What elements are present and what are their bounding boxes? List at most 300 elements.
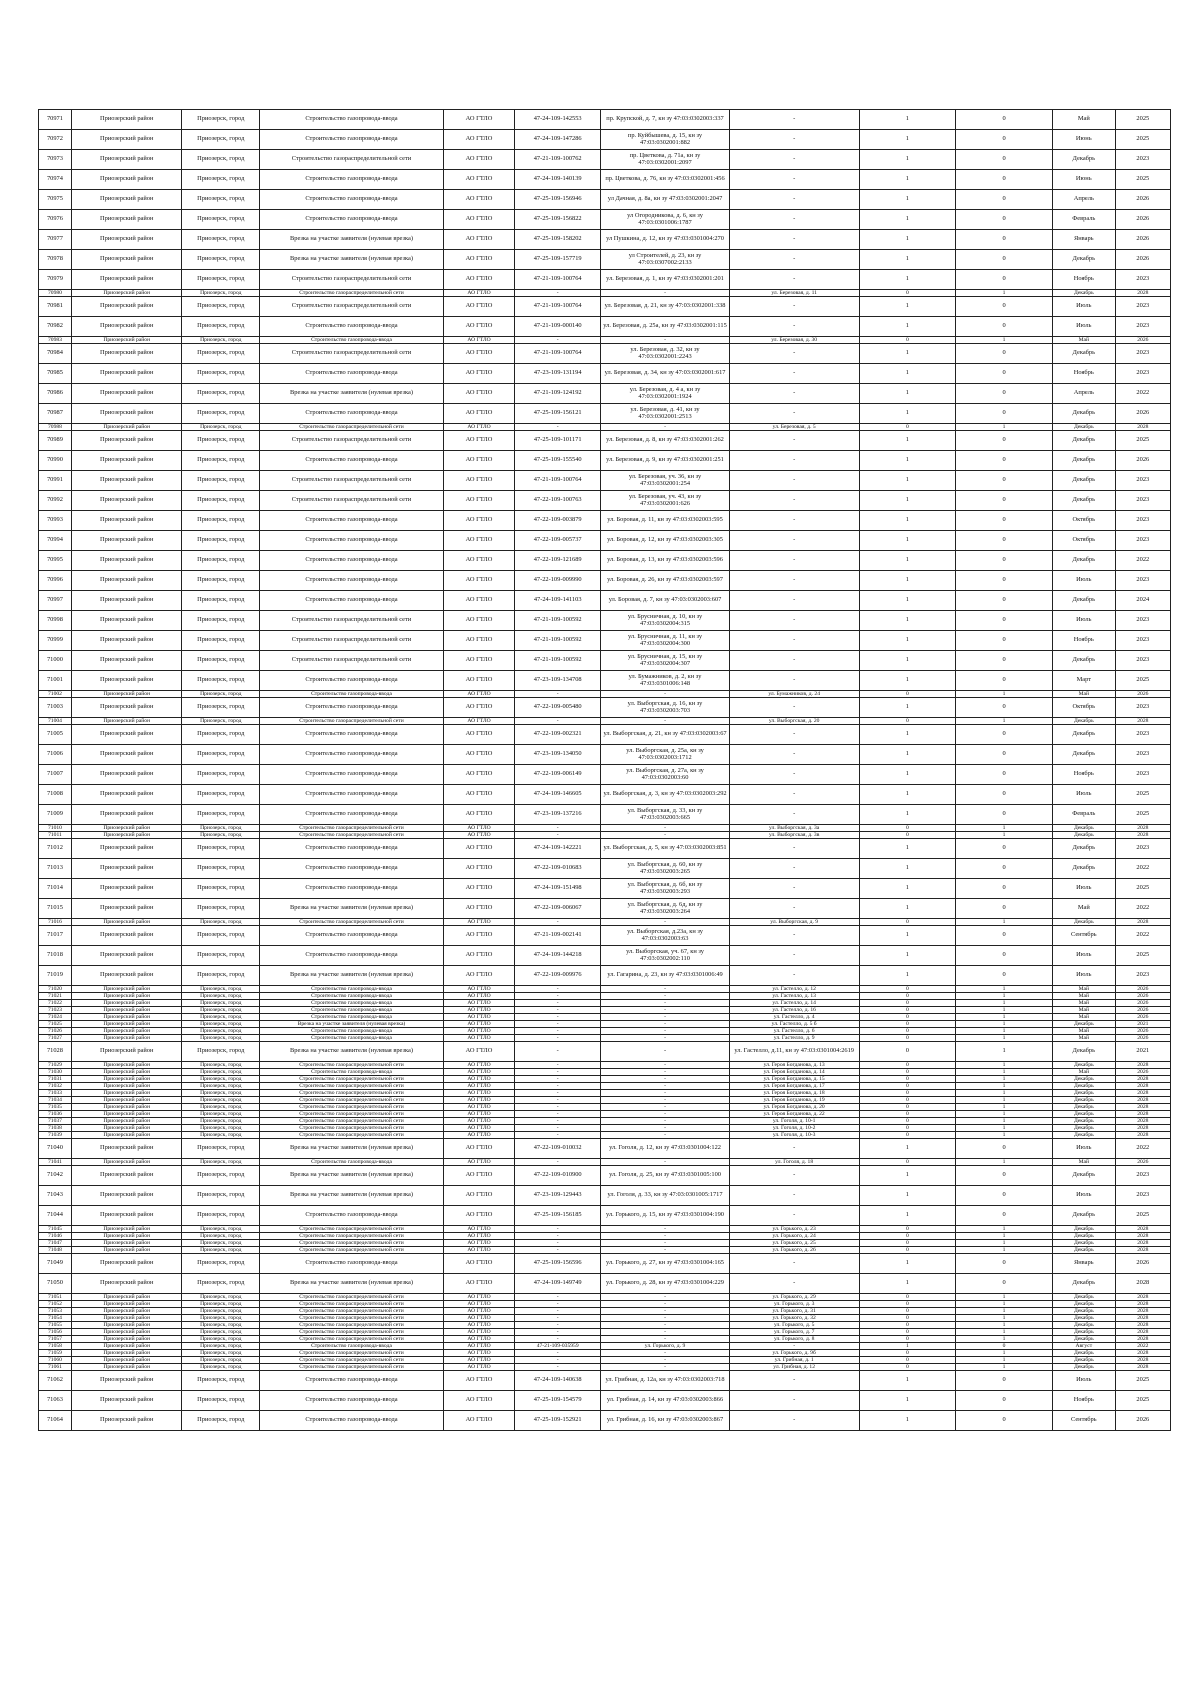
table-row [39,725,1171,745]
work-type-cell: Строительство газораспределительной сети [260,1076,444,1083]
district-cell: Приозерский район [71,1111,182,1118]
row-number: 70987 [39,404,72,424]
year-cell: 2028 [1115,1240,1170,1247]
flag-a-cell: 1 [859,531,956,551]
cadastral-address-cell: - [601,691,730,698]
row-number: 70975 [39,190,72,210]
cadastral-address-cell: - [601,1132,730,1139]
cadastral-address-cell: ул. Березовая, д. 8, кн зу 47:03:0302001:262 [601,431,730,451]
work-type-cell: Строительство газораспределительной сети [260,1083,444,1090]
year-cell: 2023 [1115,364,1170,384]
flag-b-cell: 0 [956,451,1053,471]
district-cell: Приозерский район [71,210,182,230]
flag-b-cell: 1 [956,424,1053,431]
settlement-cell: Приозерск, город [182,839,260,859]
year-cell: 2023 [1115,297,1170,317]
cadastral-address-cell: ул. Выборгская, д. 6д, кн зу 47:03:0302003:264 [601,899,730,919]
cadastral-address-cell: ул Пушкина, д. 12, кн зу 47:03:0301004:270 [601,230,730,250]
year-cell: 2028 [1115,1357,1170,1364]
application-number-cell: 47-22-109-010683 [515,859,601,879]
year-cell: 2026 [1115,1007,1170,1014]
cadastral-address-cell: - [601,1315,730,1322]
work-type-cell: Строительство газопровода-ввода [260,511,444,531]
year-cell: 2028 [1115,1322,1170,1329]
table-row [39,364,1171,384]
table-row [39,698,1171,718]
application-number-cell: - [515,1118,601,1125]
flag-b-cell: 0 [956,611,1053,631]
district-cell: Приозерский район [71,337,182,344]
row-number: 71007 [39,765,72,785]
table-row [39,1042,1171,1062]
cadastral-address-cell: пр. Куйбышева, д. 15, кн зу 47:03:0302001:882 [601,130,730,150]
organization-cell: АО ГТЛО [443,1021,514,1028]
district-cell: Приозерский район [71,1062,182,1069]
year-cell: 2023 [1115,725,1170,745]
address-cell: ул. Героя Богданова, д. 13 [729,1062,859,1069]
cadastral-address-cell: ул. Боровая, д. 7, кн зу 47:03:0302003:607 [601,591,730,611]
application-number-cell: 47-25-109-156822 [515,210,601,230]
organization-cell: АО ГТЛО [443,1322,514,1329]
address-cell: ул. Гоголя, д. 10-1 [729,1118,859,1125]
address-cell: - [729,491,859,511]
address-cell: - [729,297,859,317]
flag-a-cell: 1 [859,805,956,825]
month-cell: Декабрь [1052,919,1115,926]
application-number-cell: 47-24-109-147286 [515,130,601,150]
flag-b-cell: 1 [956,986,1053,993]
work-type-cell: Строительство газораспределительной сети [260,1233,444,1240]
application-number-cell: - [515,337,601,344]
table-row [39,745,1171,765]
flag-b-cell: 0 [956,591,1053,611]
row-number: 71009 [39,805,72,825]
work-type-cell: Строительство газопровода-ввода [260,671,444,691]
settlement-cell: Приозерск, город [182,718,260,725]
row-number: 71031 [39,1076,72,1083]
district-cell: Приозерский район [71,946,182,966]
organization-cell: АО ГТЛО [443,1104,514,1111]
application-number-cell: 47-22-109-009976 [515,966,601,986]
flag-b-cell: 0 [956,551,1053,571]
year-cell: 2026 [1115,451,1170,471]
district-cell: Приозерский район [71,1028,182,1035]
work-type-cell: Строительство газораспределительной сети [260,1322,444,1329]
flag-a-cell: 0 [859,1350,956,1357]
district-cell: Приозерский район [71,1301,182,1308]
district-cell: Приозерский район [71,671,182,691]
application-number-cell: 47-23-109-134050 [515,745,601,765]
row-number: 71005 [39,725,72,745]
address-cell: ул. Горького, д. 29 [729,1294,859,1301]
table-row [39,250,1171,270]
address-cell: ул. Горького, д. 8 [729,1336,859,1343]
address-cell: - [729,230,859,250]
address-cell: - [729,839,859,859]
organization-cell: АО ГТЛО [443,471,514,491]
table-row [39,337,1171,344]
work-type-cell: Строительство газораспределительной сети [260,1294,444,1301]
cadastral-address-cell: - [601,290,730,297]
flag-a-cell: 1 [859,551,956,571]
organization-cell: АО ГТЛО [443,491,514,511]
month-cell: Январь [1052,230,1115,250]
district-cell: Приозерский район [71,1042,182,1062]
month-cell: Июль [1052,785,1115,805]
table-row [39,919,1171,926]
table-row [39,471,1171,491]
organization-cell: АО ГТЛО [443,1254,514,1274]
application-number-cell: 47-24-109-146605 [515,785,601,805]
month-cell: Май [1052,337,1115,344]
application-number-cell: - [515,1364,601,1371]
row-number: 71057 [39,1336,72,1343]
district-cell: Приозерский район [71,297,182,317]
year-cell: 2025 [1115,1371,1170,1391]
application-number-cell: 47-24-109-140638 [515,1371,601,1391]
table-row [39,1132,1171,1139]
row-number: 71059 [39,1350,72,1357]
organization-cell: АО ГТЛО [443,1069,514,1076]
settlement-cell: Приозерск, город [182,1343,260,1350]
cadastral-address-cell: - [601,1308,730,1315]
flag-a-cell: 0 [859,1132,956,1139]
flag-a-cell: 0 [859,832,956,839]
year-cell: 2028 [1115,832,1170,839]
organization-cell: АО ГТЛО [443,1007,514,1014]
flag-a-cell: 0 [859,1028,956,1035]
flag-a-cell: 1 [859,190,956,210]
table-row [39,1104,1171,1111]
row-number: 71045 [39,1226,72,1233]
settlement-cell: Приозерск, город [182,1062,260,1069]
district-cell: Приозерский район [71,993,182,1000]
flag-b-cell: 1 [956,993,1053,1000]
flag-a-cell: 1 [859,745,956,765]
flag-b-cell: 1 [956,1118,1053,1125]
district-cell: Приозерский район [71,631,182,651]
flag-b-cell: 1 [956,290,1053,297]
flag-a-cell: 0 [859,993,956,1000]
year-cell: 2025 [1115,130,1170,150]
row-number: 71018 [39,946,72,966]
settlement-cell: Приозерск, город [182,1014,260,1021]
month-cell: Декабрь [1052,1021,1115,1028]
flag-b-cell: 1 [956,1007,1053,1014]
cadastral-address-cell: ул. Гоголя, д. 25, кн зу 47:03:0301005:100 [601,1166,730,1186]
row-number: 70971 [39,110,72,130]
application-number-cell: 47-21-109-100764 [515,344,601,364]
cadastral-address-cell: - [601,1104,730,1111]
month-cell: Июль [1052,297,1115,317]
flag-b-cell: 0 [956,1343,1053,1350]
flag-a-cell: 1 [859,725,956,745]
work-type-cell: Врезка на участке заявителя (нулевая врезка) [260,384,444,404]
settlement-cell: Приозерск, город [182,966,260,986]
flag-a-cell: 0 [859,1104,956,1111]
month-cell: Май [1052,1069,1115,1076]
cadastral-address-cell: ул. Горького, д. 27, кн зу 47:03:0301004:165 [601,1254,730,1274]
application-number-cell: - [515,1322,601,1329]
flag-a-cell: 0 [859,1247,956,1254]
flag-a-cell: 0 [859,1021,956,1028]
organization-cell: АО ГТЛО [443,1240,514,1247]
organization-cell: АО ГТЛО [443,317,514,337]
cadastral-address-cell: - [601,1357,730,1364]
work-type-cell: Строительство газораспределительной сети [260,344,444,364]
table-row [39,691,1171,698]
organization-cell: АО ГТЛО [443,805,514,825]
work-type-cell: Строительство газопровода-ввода [260,1069,444,1076]
flag-a-cell: 0 [859,1118,956,1125]
work-type-cell: Строительство газораспределительной сети [260,1111,444,1118]
district-cell: Приозерский район [71,1350,182,1357]
month-cell: Декабрь [1052,250,1115,270]
flag-a-cell: 1 [859,1186,956,1206]
month-cell: Декабрь [1052,725,1115,745]
year-cell: 2026 [1115,986,1170,993]
flag-a-cell: 1 [859,1371,956,1391]
cadastral-address-cell: - [601,1042,730,1062]
table-row [39,993,1171,1000]
flag-b-cell: 0 [956,1139,1053,1159]
row-number: 71008 [39,785,72,805]
table-row [39,825,1171,832]
address-cell: - [729,471,859,491]
cadastral-address-cell: - [601,1350,730,1357]
organization-cell: АО ГТЛО [443,290,514,297]
settlement-cell: Приозерск, город [182,1021,260,1028]
address-cell: ул. Березовая, д. 5 [729,424,859,431]
flag-a-cell: 0 [859,424,956,431]
row-number: 70999 [39,631,72,651]
month-cell: Декабрь [1052,404,1115,424]
cadastral-address-cell: ул Огородникова, д. 6, кн зу 47:03:0301006:1787 [601,210,730,230]
row-number: 71043 [39,1186,72,1206]
cadastral-address-cell: ул. Березовая, д. 32, кн зу 47:03:0302001:2243 [601,344,730,364]
flag-a-cell: 1 [859,250,956,270]
work-type-cell: Строительство газопровода-ввода [260,531,444,551]
flag-a-cell: 0 [859,1322,956,1329]
table-row [39,1166,1171,1186]
cadastral-address-cell: ул. Бумажников, д. 2, кн зу 47:03:0301006:148 [601,671,730,691]
month-cell: Декабрь [1052,1336,1115,1343]
year-cell: 2023 [1115,270,1170,290]
month-cell: Июль [1052,571,1115,591]
application-number-cell: - [515,1104,601,1111]
row-number: 71035 [39,1104,72,1111]
application-number-cell: 47-22-109-009990 [515,571,601,591]
cadastral-address-cell: - [601,1364,730,1371]
table-row [39,1028,1171,1035]
settlement-cell: Приозерск, город [182,1000,260,1007]
organization-cell: АО ГТЛО [443,110,514,130]
cadastral-address-cell: - [601,424,730,431]
month-cell: Декабрь [1052,1206,1115,1226]
table-row [39,859,1171,879]
organization-cell: АО ГТЛО [443,1391,514,1411]
work-type-cell: Строительство газопровода-ввода [260,130,444,150]
table-row [39,986,1171,993]
application-number-cell: - [515,1308,601,1315]
year-cell: 2022 [1115,1139,1170,1159]
address-cell: ул. Гастелло, д. 12 [729,986,859,993]
flag-a-cell: 1 [859,297,956,317]
application-number-cell: - [515,919,601,926]
district-cell: Приозерский район [71,1240,182,1247]
row-number: 70998 [39,611,72,631]
district-cell: Приозерский район [71,1294,182,1301]
month-cell: Декабрь [1052,1076,1115,1083]
district-cell: Приозерский район [71,1139,182,1159]
settlement-cell: Приозерск, город [182,210,260,230]
work-type-cell: Строительство газопровода-ввода [260,986,444,993]
work-type-cell: Строительство газопровода-ввода [260,1371,444,1391]
organization-cell: АО ГТЛО [443,745,514,765]
flag-a-cell: 1 [859,966,956,986]
flag-a-cell: 0 [859,337,956,344]
year-cell: 2026 [1115,404,1170,424]
flag-b-cell: 1 [956,1069,1053,1076]
table-row [39,631,1171,651]
row-number: 70976 [39,210,72,230]
flag-b-cell: 1 [956,1233,1053,1240]
row-number: 70991 [39,471,72,491]
table-row [39,511,1171,531]
settlement-cell: Приозерск, город [182,337,260,344]
address-cell: - [729,591,859,611]
district-cell: Приозерский район [71,317,182,337]
application-number-cell: - [515,1226,601,1233]
row-number: 71046 [39,1233,72,1240]
cadastral-address-cell: - [601,1069,730,1076]
flag-b-cell: 0 [956,110,1053,130]
table-row [39,1247,1171,1254]
organization-cell: АО ГТЛО [443,839,514,859]
flag-a-cell: 1 [859,471,956,491]
organization-cell: АО ГТЛО [443,919,514,926]
work-type-cell: Строительство газопровода-ввода [260,170,444,190]
month-cell: Декабрь [1052,551,1115,571]
year-cell: 2023 [1115,511,1170,531]
month-cell: Январь [1052,1254,1115,1274]
application-number-cell: 47-24-109-151498 [515,879,601,899]
cadastral-address-cell: ул. Березовая, д. 41, кн зу 47:03:0302001:2513 [601,404,730,424]
flag-a-cell: 1 [859,651,956,671]
flag-b-cell: 1 [956,1111,1053,1118]
address-cell: - [729,531,859,551]
district-cell: Приозерский район [71,1254,182,1274]
flag-b-cell: 1 [956,1035,1053,1042]
settlement-cell: Приозерск, город [182,150,260,170]
table-row [39,1274,1171,1294]
work-type-cell: Строительство газопровода-ввода [260,946,444,966]
table-row [39,297,1171,317]
work-type-cell: Врезка на участке заявителя (нулевая врезка) [260,1166,444,1186]
flag-b-cell: 0 [956,1391,1053,1411]
district-cell: Приозерский район [71,1097,182,1104]
work-type-cell: Строительство газопровода-ввода [260,190,444,210]
month-cell: Декабрь [1052,1240,1115,1247]
work-type-cell: Строительство газораспределительной сети [260,1240,444,1247]
organization-cell: АО ГТЛО [443,1308,514,1315]
cadastral-address-cell: ул. Боровая, д. 13, кн зу 47:03:0302003:596 [601,551,730,571]
flag-a-cell: 1 [859,1343,956,1350]
address-cell: - [729,651,859,671]
settlement-cell: Приозерск, город [182,471,260,491]
month-cell: Май [1052,986,1115,993]
row-number: 71015 [39,899,72,919]
work-type-cell: Строительство газораспределительной сети [260,832,444,839]
district-cell: Приозерский район [71,1090,182,1097]
cadastral-address-cell: - [601,1336,730,1343]
table-row [39,1343,1171,1350]
year-cell: 2026 [1115,1028,1170,1035]
table-row [39,491,1171,511]
cadastral-address-cell: ул. Боровая, д. 26, кн зу 47:03:0302003:597 [601,571,730,591]
month-cell: Февраль [1052,210,1115,230]
settlement-cell: Приозерск, город [182,1336,260,1343]
application-number-cell: 47-22-109-003879 [515,511,601,531]
year-cell: 2026 [1115,190,1170,210]
settlement-cell: Приозерск, город [182,1132,260,1139]
application-number-cell: 47-21-109-100762 [515,150,601,170]
month-cell: Декабрь [1052,859,1115,879]
year-cell: 2022 [1115,859,1170,879]
address-cell: - [729,511,859,531]
district-cell: Приозерский район [71,691,182,698]
year-cell: 2028 [1115,290,1170,297]
settlement-cell: Приозерск, город [182,631,260,651]
year-cell: 2023 [1115,631,1170,651]
row-number: 70993 [39,511,72,531]
flag-a-cell: 1 [859,130,956,150]
organization-cell: АО ГТЛО [443,698,514,718]
address-cell: ул. Гастелло, д. 6 [729,1028,859,1035]
row-number: 71060 [39,1357,72,1364]
month-cell: Декабрь [1052,745,1115,765]
application-number-cell: 47-25-109-156596 [515,1254,601,1274]
district-cell: Приозерский район [71,384,182,404]
settlement-cell: Приозерск, город [182,919,260,926]
row-number: 71026 [39,1028,72,1035]
address-cell: ул. Грибная, д. 12 [729,1364,859,1371]
application-number-cell: - [515,1315,601,1322]
cadastral-address-cell: - [601,1301,730,1308]
flag-a-cell: 0 [859,919,956,926]
settlement-cell: Приозерск, город [182,1139,260,1159]
flag-b-cell: 0 [956,297,1053,317]
flag-a-cell: 0 [859,1111,956,1118]
year-cell: 2023 [1115,1186,1170,1206]
table-row [39,926,1171,946]
address-cell: - [729,765,859,785]
table-row [39,317,1171,337]
month-cell: Ноябрь [1052,364,1115,384]
district-cell: Приозерский район [71,250,182,270]
application-number-cell: 47-22-109-005737 [515,531,601,551]
table-row [39,1233,1171,1240]
work-type-cell: Строительство газораспределительной сети [260,1308,444,1315]
table-row [39,1364,1171,1371]
district-cell: Приозерский район [71,1364,182,1371]
cadastral-address-cell: ул. Выборгская, д. 6б, кн зу 47:03:0302003:293 [601,879,730,899]
month-cell: Июль [1052,879,1115,899]
work-type-cell: Строительство газораспределительной сети [260,1357,444,1364]
row-number: 71025 [39,1021,72,1028]
cadastral-address-cell: - [601,1035,730,1042]
flag-a-cell: 1 [859,210,956,230]
